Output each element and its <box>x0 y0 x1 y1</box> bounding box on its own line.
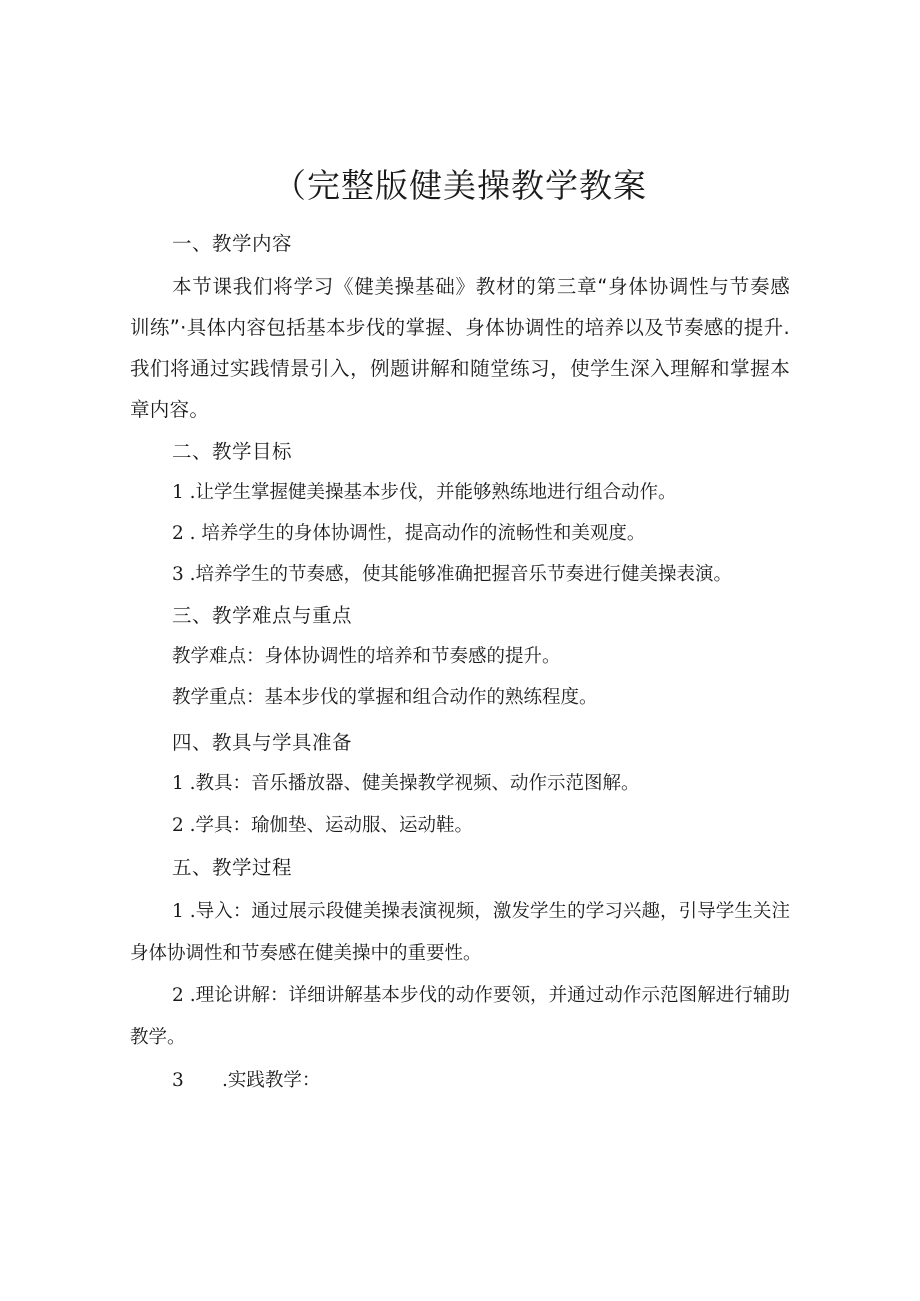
objective-item-2: 2 . 培养学生的身体协调性，提高动作的流畅性和美观度。 <box>172 523 646 544</box>
process-item-3-number: 3 <box>172 1070 184 1091</box>
process-item-2: 2 .理论讲解：详细讲解基本步伐的动作要领，并通过动作示范图解进行辅助教学。 <box>130 985 790 1048</box>
teaching-key-point: 教学重点：基本步伐的掌握和组合动作的熟练程度。 <box>172 687 598 708</box>
section-heading-teaching-objectives: 二、教学目标 <box>172 440 293 463</box>
section-heading-teaching-content: 一、教学内容 <box>172 232 293 255</box>
process-item-3 <box>172 1066 320 1096</box>
objective-item-1: 1 .让学生掌握健美操基本步伐，并能够熟练地进行组合动作。 <box>172 482 677 503</box>
teaching-difficulty: 教学难点：身体协调性的培养和节奏感的提升。 <box>172 646 561 667</box>
teaching-aids-item-2: 2 .学具：瑜伽垫、运动服、运动鞋。 <box>172 815 474 836</box>
section-body-teaching-content: 本节课我们将学习《健美操基础》教材的第三章“身体协调性与节奏感训练”·具体内容包括基本步伐的掌握、身体协调性的培养以及节奏感的提升.我们将通过实践情景引入，例题讲解和随堂练习，使学生深入理解和掌握本章内容。 <box>130 275 790 421</box>
process-item-3-label: .实践教学： <box>222 1070 321 1091</box>
teaching-aids-item-1: 1 .教具：音乐播放器、健美操教学视频、动作示范图解。 <box>172 773 640 794</box>
objective-item-3: 3 .培养学生的节奏感，使其能够准确把握音乐节奏进行健美操表演。 <box>172 564 733 585</box>
document-title: （完整版健美操教学教案 <box>273 166 647 205</box>
section-heading-difficulty-and-key-points: 三、教学难点与重点 <box>172 604 353 627</box>
section-heading-teaching-aids: 四、教具与学具准备 <box>172 731 353 754</box>
process-item-1: 1 .导入：通过展示段健美操表演视频，激发学生的学习兴趣，引导学生关注身体协调性和节奏感在健美操中的重要性。 <box>130 901 790 964</box>
section-heading-teaching-process: 五、教学过程 <box>172 856 293 879</box>
